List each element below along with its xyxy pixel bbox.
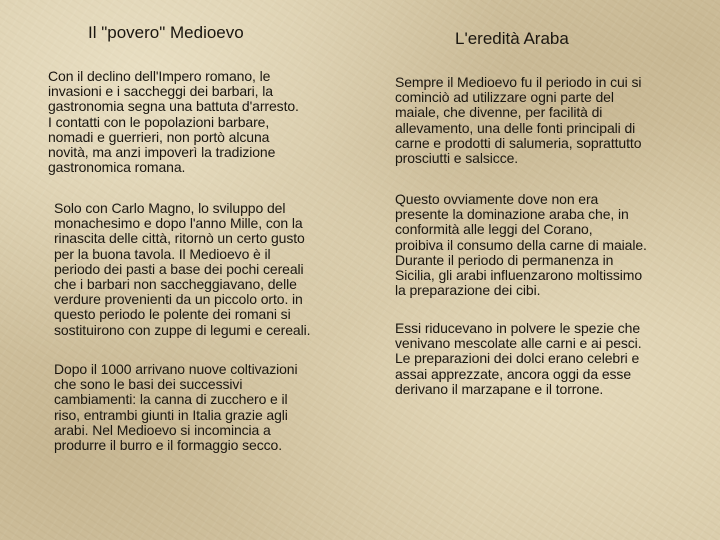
right-paragraph-2: Questo ovviamente dove non era presente la dominazione araba che, in conformità alle leggi del Corano, proibiva il consumo della carne di maiale. Durante il periodo di permanenza in Sicilia, gli arabi influenzarono moltissimo la preparazione dei cibi. xyxy=(395,191,647,299)
right-paragraph-3: Essi riducevano in polvere le spezie che venivano mescolate alle carni e ai pesci. Le preparazioni dei dolci erano celebri e assai apprezzate, ancora oggi da esse derivano il marzapane e il torrone. xyxy=(395,320,642,397)
left-paragraph-3: Dopo il 1000 arrivano nuove coltivazioni che sono le basi dei successivi cambiamenti: la canna di zucchero e il riso, entrambi giunti in Italia grazie agli arabi. Nel Medioevo si incomincia a produrre il burro e il formaggio secco. xyxy=(54,361,298,454)
left-paragraph-1: Con il declino dell'Impero romano, le invasioni e i saccheggi dei barbari, la gastronomia segna una battuta d'arresto. I contatti con le popolazioni barbare, nomadi e guerrieri, non portò alcuna novità, ma anzi impoverì la tradizione gastronomica romana. xyxy=(48,68,299,176)
right-paragraph-1: Sempre il Medioevo fu il periodo in cui si cominciò ad utilizzare ogni parte del maiale, che divenne, per facilità di allevamento, una delle fonti principali di carne e prodotti di salumeria, soprattutto prosciutti e salsicce. xyxy=(395,74,642,167)
right-column-title: L'eredità Araba xyxy=(455,29,569,48)
left-column-title: Il "povero" Medioevo xyxy=(88,23,244,42)
left-paragraph-2: Solo con Carlo Magno, lo sviluppo del monachesimo e dopo l'anno Mille, con la rinascita delle città, ritornò un certo gusto per la buona tavola. Il Medioevo è il periodo dei pasti a base dei pochi cereali che i barbari non saccheggiavano, delle verdure provenienti da un piccolo orto. in questo periodo le polente dei romani si sostituirono con zuppe di legumi e cereali. xyxy=(54,200,311,338)
